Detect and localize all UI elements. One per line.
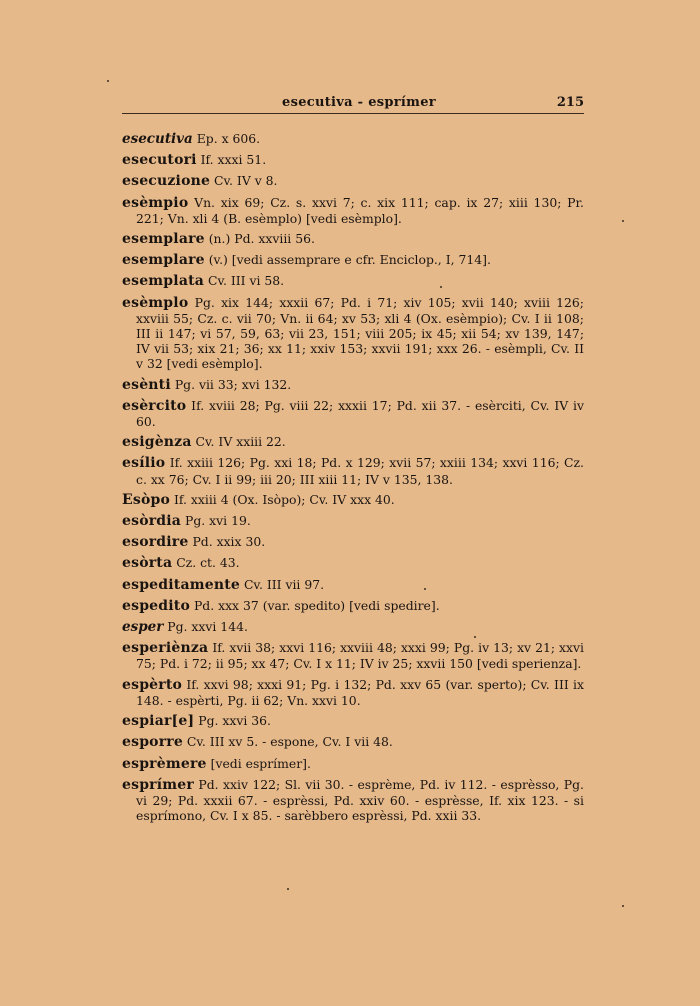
entry-citations: Pd. xxiv 122; Sl. vii 30. - esprème, Pd. iv 112. - esprèsso, Pg. vi 29; Pd. xxxii 67. - esprèssi, Pd. xxiv 60. - esprèsse, If. xix 123. - si esprímono, Cv. I x 85. - sarèbbero esprèssi, Pd. xxii 33. — [136, 776, 584, 824]
dictionary-entry — [122, 513, 584, 529]
dictionary-entry — [122, 677, 584, 708]
entry-headword: esèmplo — [122, 294, 189, 311]
entry-headword: esílio — [122, 455, 166, 472]
entry-headword: esecuzione — [122, 173, 211, 190]
entry-headword: esemplata — [122, 273, 205, 290]
dictionary-entry — [122, 455, 584, 486]
entry-citations: Pg. xxvi 36. — [194, 713, 271, 729]
entry-citations: Cv. III xv 5. - espone, Cv. I vii 48. — [182, 734, 393, 750]
running-header — [122, 93, 584, 114]
entry-headword: esecutiva — [122, 131, 193, 147]
entry-headword: esòrdia — [122, 513, 182, 530]
entry-headword: Esòpo — [122, 491, 171, 508]
dictionary-entry — [122, 295, 584, 372]
dictionary-entry — [122, 640, 584, 671]
entry-headword: esigènza — [122, 434, 192, 451]
entry-citations: [vedi esprímer]. — [206, 755, 311, 771]
paper-speck — [474, 636, 476, 638]
dictionary-entry — [122, 195, 584, 226]
entry-citations: Pg. xxvi 144. — [163, 619, 248, 635]
entry-citations: Cv. III vii 97. — [240, 576, 325, 592]
entry-citations: Ep. x 606. — [192, 131, 261, 146]
dictionary-entry — [122, 131, 584, 147]
dictionary-entry — [122, 777, 584, 824]
entry-citations: If. xxiii 4 (Ox. Isòpo); Cv. IV xxx 40. — [170, 491, 395, 507]
entry-headword: esèrcito — [122, 397, 187, 414]
dictionary-entry — [122, 434, 584, 450]
entry-citations: Pd. xxx 37 (var. spedito) [vedi spedire]. — [190, 597, 440, 613]
entry-citations: Pg. xvi 19. — [181, 513, 251, 529]
entry-citations: If. xxiii 126; Pg. xxi 18; Pd. x 129; xvii 57; xxiii 134; xxvi 116; Cz. c. xx 76; Cv. I ii 99; iii 20; III xiii 11; IV v 135, 138. — [136, 455, 584, 487]
entry-headword: esporre — [122, 734, 183, 751]
entry-headword: esecutori — [122, 152, 197, 169]
paper-speck — [287, 888, 289, 890]
dictionary-entry — [122, 577, 584, 593]
dictionary-entry — [122, 734, 584, 750]
paper-speck — [424, 588, 426, 590]
entry-citations: Cz. ct. 43. — [172, 555, 240, 571]
entry-headword: esprímer — [122, 776, 194, 793]
dictionary-entry — [122, 231, 584, 247]
dictionary-entries — [122, 131, 584, 828]
entry-headword: esper — [122, 619, 164, 636]
entry-headword: espèrto — [122, 676, 183, 693]
dictionary-entry — [122, 152, 584, 168]
dictionary-entry — [122, 713, 584, 729]
paper-speck — [107, 80, 109, 82]
entry-citations: If. xxvi 98; xxxi 91; Pg. i 132; Pd. xxv 65 (var. sperto); Cv. III ix 148. - espèrti, Pg. ii 62; Vn. xxvi 10. — [136, 676, 584, 708]
entry-headword: esprèmere — [122, 755, 207, 772]
entry-headword: esemplare — [122, 252, 205, 269]
paper-speck — [622, 220, 624, 222]
entry-citations: Pd. xxix 30. — [188, 534, 266, 550]
entry-citations: Pg. vii 33; xvi 132. — [170, 376, 292, 392]
entry-headword: espeditamente — [122, 576, 241, 593]
entry-headword: espedito — [122, 597, 190, 614]
entry-headword: esènti — [122, 376, 171, 393]
dictionary-entry — [122, 173, 584, 189]
entry-citations: Cv. IV xxiii 22. — [191, 434, 286, 450]
paper-speck — [440, 286, 442, 288]
dictionary-entry — [122, 398, 584, 429]
dictionary-entry — [122, 534, 584, 550]
entry-headword: esperiènza — [122, 640, 209, 657]
entry-headword: esemplare — [122, 231, 205, 248]
entry-citations: If. xviii 28; Pg. viii 22; xxxii 17; Pd. xii 37. - esèrciti, Cv. IV iv 60. — [136, 397, 584, 430]
entry-citations: Vn. xix 69; Cz. s. xxvi 7; c. xix 111; cap. ix 27; xiii 130; Pr. 221; Vn. xli 4 (B. esèmplo) [vedi esèmplo]. — [136, 194, 584, 226]
dictionary-entry — [122, 492, 584, 508]
entry-citations: If. xxxi 51. — [196, 152, 267, 168]
dictionary-entry — [122, 598, 584, 614]
entry-citations: Pg. xix 144; xxxii 67; Pd. i 71; xiv 105; xvii 140; xviii 126; xxviii 55; Cz. c. vii 70; Vn. ii 64; xv 53; xli 4 (Ox. esèmpio); Cv. I ii 108; III ii 147; vi 57, 59, 63; vii 23, 151; viii 205; ix 45; xii 54; xv 139, 147; IV vii 53; xix 21; 36; xx 11; xxiv 153; xxvii 191; xxx 26. - esèmpli, Cv. II v 32 [vedi esèmplo]. — [136, 294, 584, 372]
page-number: 215 — [556, 95, 584, 110]
entry-citations: Cv. III vi 58. — [204, 273, 285, 289]
dictionary-entry — [122, 252, 584, 268]
entry-headword: espiar[e] — [122, 713, 195, 730]
entry-headword: esordire — [122, 534, 189, 551]
dictionary-entry — [122, 377, 584, 393]
entry-headword: esèmpio — [122, 194, 189, 211]
header-title: esecutiva - esprímer — [282, 95, 436, 110]
dictionary-entry — [122, 273, 584, 289]
entry-citations: If. xvii 38; xxvi 116; xxviii 48; xxxi 99; Pg. iv 13; xv 21; xxvi 75; Pd. i 72; ii 95; xx 47; Cv. I x 11; IV iv 25; xxvii 150 [vedi sperienza]. — [136, 640, 584, 672]
dictionary-entry — [122, 555, 584, 571]
dictionary-entry — [122, 619, 584, 635]
entry-citations: (v.) [vedi assemprare e cfr. Enciclop., I, 714]. — [204, 252, 491, 268]
entry-citations: (n.) Pd. xxviii 56. — [204, 231, 315, 247]
paper-speck — [622, 905, 624, 907]
entry-headword: esòrta — [122, 555, 173, 572]
dictionary-entry — [122, 756, 584, 772]
entry-citations: Cv. IV v 8. — [210, 173, 278, 189]
